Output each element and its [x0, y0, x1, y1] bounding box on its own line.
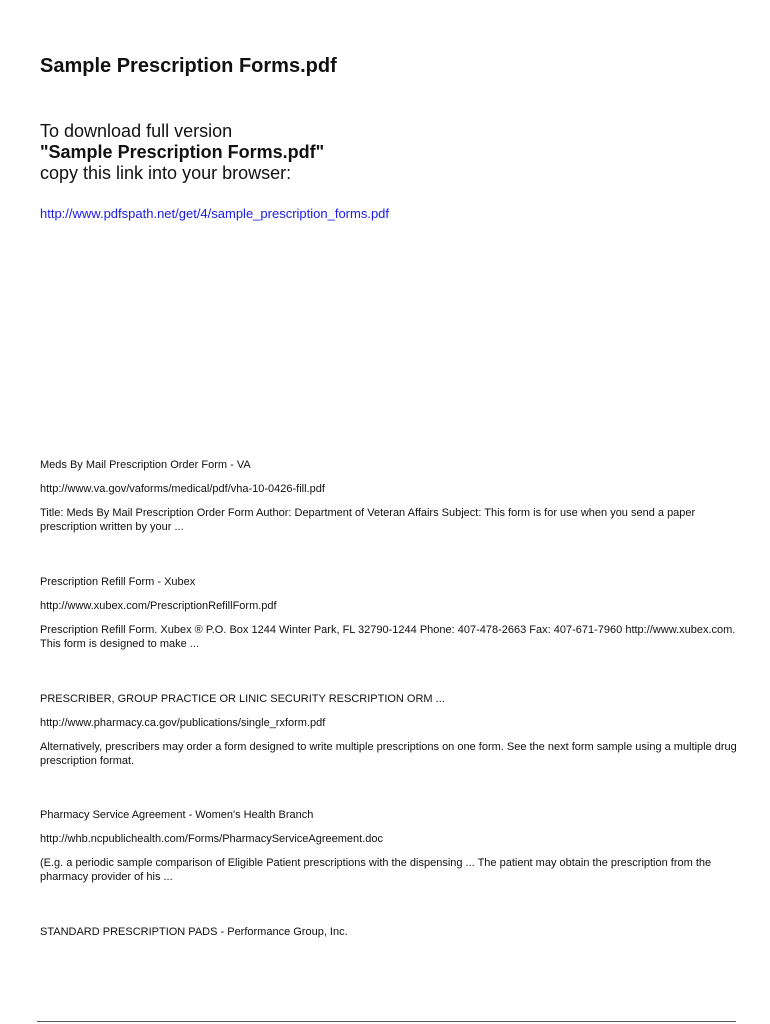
download-instructions: [40, 121, 324, 184]
search-result: [40, 575, 740, 651]
result-title: Pharmacy Service Agreement - Women's Health Branch: [40, 809, 314, 821]
result-snippet: Title: Meds By Mail Prescription Order Form Author: Department of Veteran Affairs Subject: This form is for use when you send a paper prescription written by your ...: [40, 507, 696, 533]
document-title: Sample Prescription Forms.pdf: [40, 55, 337, 77]
result-title: Prescription Refill Form - Xubex: [40, 576, 196, 588]
result-url: http://www.va.gov/vaforms/medical/pdf/vha-10-0426-fill.pdf: [40, 483, 325, 495]
result-title: STANDARD PRESCRIPTION PADS - Performance Group, Inc.: [40, 926, 348, 938]
download-line-1: To download full version: [40, 121, 233, 141]
download-line-2: "Sample Prescription Forms.pdf": [40, 142, 325, 162]
result-snippet: Alternatively, prescribers may order a form designed to write multiple prescriptions on one form. See the next form sample using a multiple drug prescription format.: [40, 741, 737, 767]
search-result: [40, 808, 740, 884]
search-result: [40, 458, 740, 534]
result-url: http://www.xubex.com/PrescriptionRefillForm.pdf: [40, 600, 277, 612]
download-line-3: copy this link into your browser:: [40, 163, 292, 183]
download-link[interactable]: http://www.pdfspath.net/get/4/sample_prescription_forms.pdf: [40, 206, 390, 221]
search-result: [40, 692, 740, 768]
page-bottom-divider: [37, 1021, 736, 1022]
search-result: [40, 925, 740, 939]
result-title: Meds By Mail Prescription Order Form - VA: [40, 459, 251, 471]
result-url: http://whb.ncpublichealth.com/Forms/PharmacyServiceAgreement.doc: [40, 833, 383, 845]
result-title: PRESCRIBER, GROUP PRACTICE OR LINIC SECURITY RESCRIPTION ORM ...: [40, 693, 445, 705]
result-snippet: Prescription Refill Form. Xubex ® P.O. Box 1244 Winter Park, FL 32790-1244 Phone: 407-478-2663 Fax: 407-671-7960 http://www.xubex.com. This form is designed to make ...: [40, 624, 736, 650]
result-snippet: (E.g. a periodic sample comparison of Eligible Patient prescriptions with the dispensing ... The patient may obtain the prescription from the pharmacy provider of his ...: [40, 857, 712, 883]
result-url: http://www.pharmacy.ca.gov/publications/single_rxform.pdf: [40, 717, 326, 729]
